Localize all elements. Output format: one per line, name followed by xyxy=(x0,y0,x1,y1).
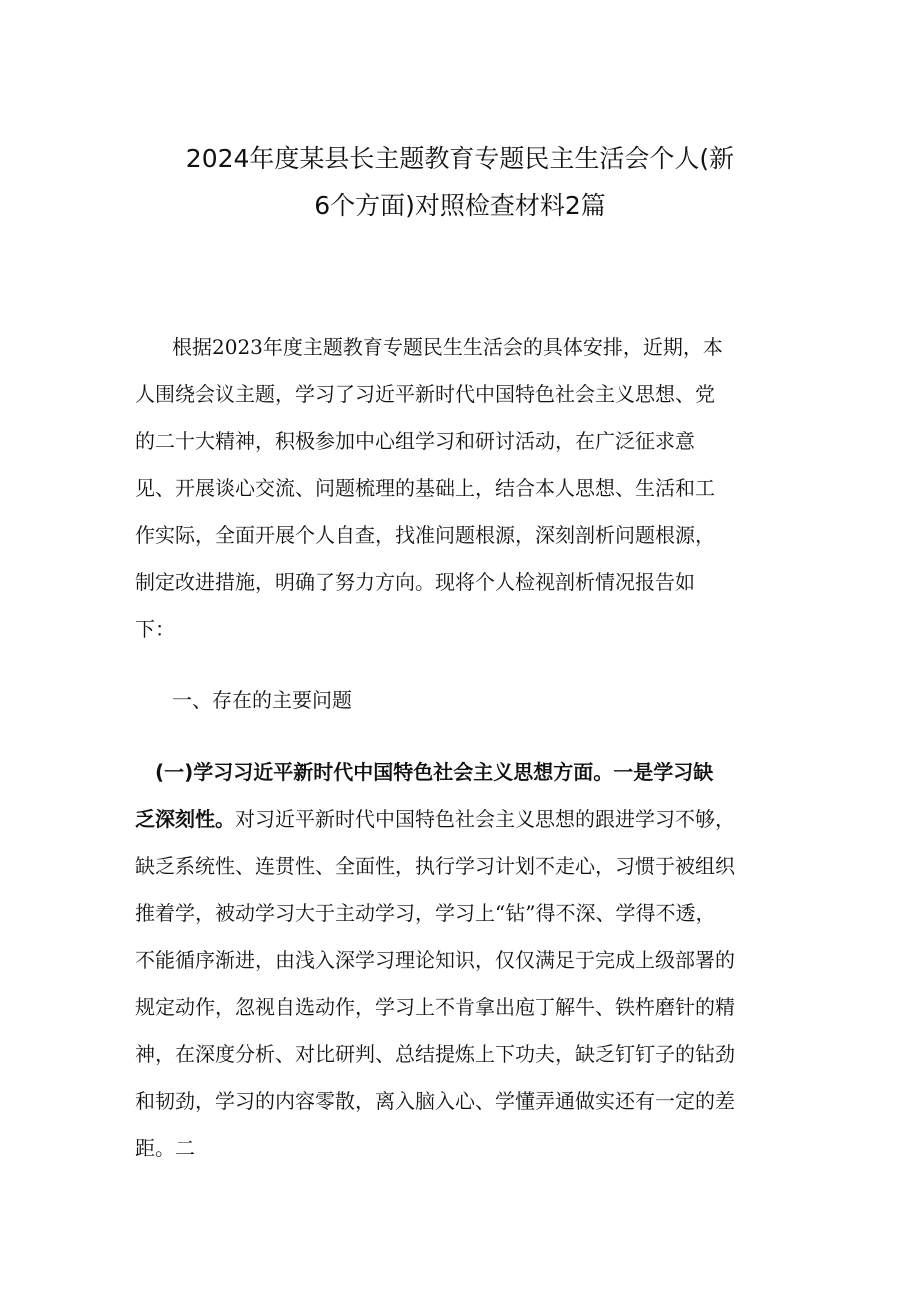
subsection-line-6: 规定动作，忽视自选动作，学习上不肯拿出庖丁解牛、铁杵磨针的精 xyxy=(135,995,735,1019)
intro-line-1: 根据2023年度主题教育专题民生生活会的具体安排，近期，本 xyxy=(172,335,723,359)
document-title-line-1: 2024年度某县长主题教育专题民主生活会个人(新 xyxy=(185,144,735,173)
subsection-line-2 xyxy=(135,805,735,833)
section-heading: 一、存在的主要问题 xyxy=(172,688,352,712)
intro-line-5: 作实际，全面开展个人自查，找准问题根源，深刻剖析问题根源， xyxy=(135,523,715,547)
subsection-line-3: 缺乏系统性、连贯性、全面性，执行学习计划不走心，习惯于被组织 xyxy=(135,854,735,878)
subsection-line-1: (一)学习习近平新时代中国特色社会主义思想方面。一是学习缺 xyxy=(155,760,714,784)
subsection-line-4: 推着学，被动学习大于主动学习，学习上“钻”得不深、学得不透， xyxy=(135,901,716,925)
intro-line-6: 制定改进措施，明确了努力方向。现将个人检视剖析情况报告如 xyxy=(135,570,695,594)
subsection-line-7: 神，在深度分析、对比研判、总结提炼上下功夫，缺乏钉钉子的钻劲 xyxy=(135,1042,735,1066)
intro-line-3: 的二十大精神，积极参加中心组学习和研讨活动，在广泛征求意 xyxy=(135,429,695,453)
subsection-line-8: 和韧劲，学习的内容零散，离入脑入心、学懂弄通做实还有一定的差 xyxy=(135,1089,735,1113)
intro-line-2: 人围绕会议主题，学习了习近平新时代中国特色社会主义思想、党 xyxy=(135,382,715,406)
subsection-line-2-rest: 对习近平新时代中国特色社会主义思想的跟进学习不够， xyxy=(235,807,735,831)
intro-line-7: 下： xyxy=(135,617,175,641)
subsection-line-5: 不能循序渐进，由浅入深学习理论知识，仅仅满足于完成上级部署的 xyxy=(135,948,735,972)
intro-line-4: 见、开展谈心交流、问题梳理的基础上，结合本人思想、生活和工 xyxy=(135,476,715,500)
subsection-line-9: 距。二 xyxy=(135,1136,195,1160)
subsection-bold-lead: 乏深刻性。 xyxy=(135,807,235,831)
document-title-line-2: 6个方面)对照检查材料2篇 xyxy=(314,191,606,220)
